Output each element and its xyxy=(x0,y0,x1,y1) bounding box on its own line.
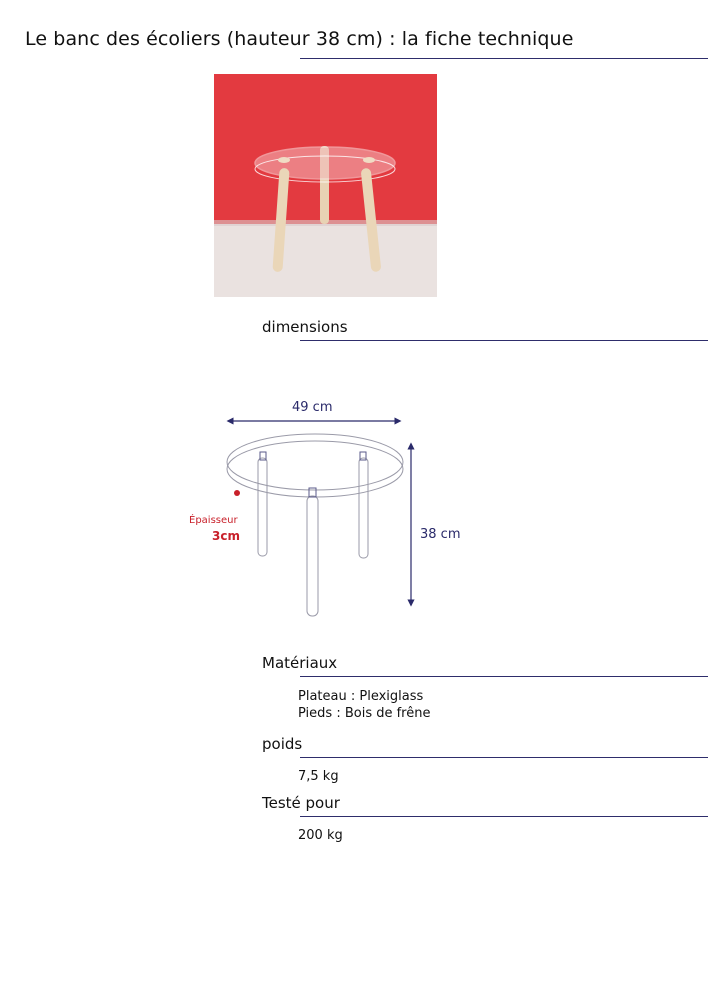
section-heading-tested: Testé pour xyxy=(262,794,340,812)
section-heading-dimensions: dimensions xyxy=(262,318,348,336)
section-heading-weight: poids xyxy=(262,735,303,753)
width-label: 49 cm xyxy=(292,400,333,415)
materials-rule xyxy=(300,676,708,677)
dimensions-rule xyxy=(300,340,708,341)
weight-value: 7,5 kg xyxy=(298,769,339,784)
section-heading-materials: Matériaux xyxy=(262,654,338,672)
page-title: Le banc des écoliers (hauteur 38 cm) : la fiche technique xyxy=(25,28,574,50)
material-line-pieds: Pieds : Bois de frêne xyxy=(298,706,431,721)
dimension-diagram xyxy=(180,390,480,630)
title-rule xyxy=(300,58,708,59)
tested-value: 200 kg xyxy=(298,828,343,843)
thickness-value: 3cm xyxy=(212,529,240,543)
tested-rule xyxy=(300,816,708,817)
thickness-label: Épaisseur xyxy=(189,515,238,526)
weight-rule xyxy=(300,757,708,758)
product-photo xyxy=(214,74,437,297)
material-line-plateau: Plateau : Plexiglass xyxy=(298,689,424,704)
height-label: 38 cm xyxy=(420,527,461,542)
